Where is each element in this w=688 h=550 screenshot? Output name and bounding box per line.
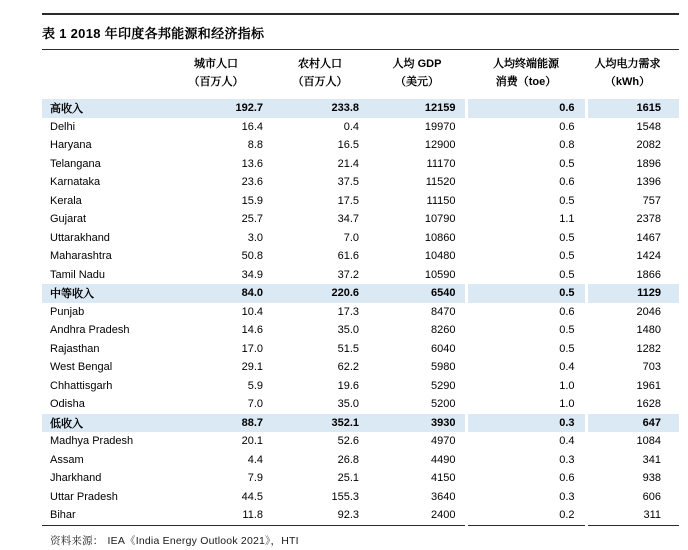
row-label: West Bengal	[50, 361, 113, 374]
cell-value: 88.7	[160, 414, 272, 433]
row-label: 高收入	[42, 99, 160, 118]
cell-value: 26.8	[337, 453, 359, 466]
header-cell-empty	[42, 50, 160, 100]
row-label: Kerala	[50, 194, 82, 207]
header-cell-urban-population: 城市人口 （百万人）	[188, 58, 244, 88]
row-label: Gujarat	[50, 213, 87, 226]
state-row	[42, 340, 679, 359]
cell-value: 1424	[586, 247, 679, 266]
cell-value: 11520	[425, 176, 456, 189]
cell-value: 37.5	[337, 176, 359, 189]
cell-value: 0.3	[466, 451, 586, 470]
cell-value: 5200	[431, 398, 456, 411]
cell-value: 1396	[586, 173, 679, 192]
state-row	[42, 488, 679, 507]
cell-value: 8.8	[247, 139, 263, 152]
state-row	[42, 192, 679, 211]
row-label: Tamil Nadu	[50, 268, 106, 281]
row-label: Uttarakhand	[50, 231, 110, 244]
cell-value: 2082	[586, 136, 679, 155]
cell-value: 938	[586, 469, 679, 488]
cell-value: 0.6	[466, 99, 586, 118]
cell-value: 5980	[431, 361, 456, 374]
cell-value: 37.2	[337, 268, 359, 281]
cell-value: 15.9	[241, 194, 263, 207]
table-title: 表 1 2018 年印度各邦能源和经济指标	[42, 26, 265, 41]
cell-value: 35.0	[337, 324, 359, 337]
row-label: Delhi	[50, 120, 76, 133]
source-note	[42, 526, 679, 548]
cell-value: 34.9	[241, 268, 263, 281]
cell-value: 19970	[424, 120, 456, 133]
row-label: Punjab	[50, 305, 85, 318]
row-label: Jharkhand	[50, 472, 102, 485]
state-row	[42, 451, 679, 470]
cell-value: 0.5	[466, 266, 586, 285]
cell-value: 6040	[431, 342, 456, 355]
cell-value: 0.5	[466, 321, 586, 340]
cell-value: 5290	[431, 379, 456, 392]
cell-value: 233.8	[272, 99, 368, 118]
cell-value: 52.6	[337, 435, 359, 448]
row-label: Haryana	[50, 139, 92, 152]
row-label: Andhra Pradesh	[50, 324, 130, 337]
cell-value: 155.3	[331, 490, 359, 503]
data-table	[42, 49, 679, 526]
cell-value: 4970	[431, 435, 456, 448]
cell-value: 4150	[431, 472, 456, 485]
cell-value: 25.1	[337, 472, 359, 485]
cell-value: 34.7	[337, 213, 359, 226]
cell-value: 6540	[368, 284, 466, 303]
cell-value: 25.7	[241, 213, 263, 226]
cell-value: 4490	[431, 453, 456, 466]
state-row	[42, 432, 679, 451]
cell-value: 0.5	[466, 229, 586, 248]
cell-value: 1129	[586, 284, 679, 303]
cell-value: 12900	[424, 139, 456, 152]
cell-value: 10590	[424, 268, 456, 281]
cell-value: 92.3	[337, 509, 359, 522]
cell-value: 19.6	[337, 379, 359, 392]
state-row	[42, 395, 679, 414]
cell-value: 1.0	[466, 377, 586, 396]
row-label: Maharashtra	[50, 250, 112, 263]
cell-value: 1.1	[466, 210, 586, 229]
cell-value: 35.0	[337, 398, 359, 411]
cell-value: 0.6	[466, 118, 586, 137]
cell-value: 50.8	[241, 250, 263, 263]
cell-value: 17.5	[337, 194, 359, 207]
cell-value: 3.0	[247, 231, 263, 244]
row-label: 低收入	[42, 414, 160, 433]
cell-value: 1548	[586, 118, 679, 137]
group-row	[42, 414, 679, 433]
cell-value: 2378	[586, 210, 679, 229]
cell-value: 0.6	[466, 303, 586, 322]
row-label: Madhya Pradesh	[50, 435, 134, 448]
cell-value: 0.5	[466, 192, 586, 211]
cell-value: 44.5	[241, 490, 263, 503]
row-label: Chhattisgarh	[50, 379, 113, 392]
cell-value: 1480	[586, 321, 679, 340]
cell-value: 7.0	[247, 398, 263, 411]
cell-value: 13.6	[241, 157, 263, 170]
cell-value: 4.4	[247, 453, 263, 466]
table-header	[42, 50, 679, 100]
cell-value: 11150	[426, 194, 456, 207]
header-cell-energy-per-capita: 人均终端能源 消费（toe）	[493, 58, 559, 88]
row-label: Telangana	[50, 157, 101, 170]
cell-value: 7.0	[343, 231, 359, 244]
cell-value: 352.1	[272, 414, 368, 433]
cell-value: 7.9	[247, 472, 263, 485]
cell-value: 0.4	[466, 358, 586, 377]
cell-value: 11170	[426, 157, 456, 170]
cell-value: 220.6	[272, 284, 368, 303]
group-row	[42, 284, 679, 303]
cell-value: 1628	[586, 395, 679, 414]
cell-value: 0.5	[466, 247, 586, 266]
cell-value: 3640	[431, 490, 456, 503]
cell-value: 192.7	[160, 99, 272, 118]
cell-value: 1896	[586, 155, 679, 174]
cell-value: 2046	[586, 303, 679, 322]
cell-value: 84.0	[160, 284, 272, 303]
row-label: Karnataka	[50, 176, 101, 189]
cell-value: 17.3	[337, 305, 359, 318]
cell-value: 0.4	[343, 120, 359, 133]
cell-value: 2400	[431, 509, 456, 522]
cell-value: 0.6	[466, 173, 586, 192]
state-row	[42, 210, 679, 229]
state-row	[42, 469, 679, 488]
cell-value: 1467	[586, 229, 679, 248]
header-cell-electricity-per-capita: 人均电力需求 （kWh）	[594, 58, 661, 88]
cell-value: 62.2	[337, 361, 359, 374]
state-row	[42, 266, 679, 285]
cell-value: 703	[586, 358, 679, 377]
cell-value: 61.6	[337, 250, 359, 263]
row-label: Assam	[50, 453, 84, 466]
cell-value: 10860	[424, 231, 456, 244]
cell-value: 16.5	[337, 139, 359, 152]
state-row	[42, 173, 679, 192]
cell-value: 23.6	[241, 176, 263, 189]
source-label: 资料来源：	[50, 534, 104, 547]
cell-value: 0.3	[466, 488, 586, 507]
row-label: 中等收入	[42, 284, 160, 303]
cell-value: 1866	[586, 266, 679, 285]
cell-value: 5.9	[247, 379, 263, 392]
cell-value: 0.3	[466, 414, 586, 433]
state-row	[42, 358, 679, 377]
cell-value: 0.5	[466, 155, 586, 174]
cell-value: 8470	[431, 305, 456, 318]
cell-value: 21.4	[337, 157, 359, 170]
header-cell-gdp-per-capita: 人均 GDP （美元）	[392, 58, 442, 88]
state-row	[42, 506, 679, 525]
row-label: Odisha	[50, 398, 85, 411]
cell-value: 29.1	[241, 361, 263, 374]
header-cell-rural-population: 农村人口 （百万人）	[292, 58, 348, 88]
state-row	[42, 321, 679, 340]
cell-value: 0.4	[466, 432, 586, 451]
cell-value: 1.0	[466, 395, 586, 414]
cell-value: 341	[586, 451, 679, 470]
cell-value: 0.6	[466, 469, 586, 488]
cell-value: 12159	[368, 99, 466, 118]
state-row	[42, 247, 679, 266]
state-row	[42, 229, 679, 248]
table-content	[42, 13, 679, 548]
cell-value: 51.5	[337, 342, 359, 355]
cell-value: 757	[586, 192, 679, 211]
row-label: Uttar Pradesh	[50, 490, 118, 503]
cell-value: 0.5	[466, 284, 586, 303]
cell-value: 0.2	[466, 506, 586, 525]
source-text: IEA《India Energy Outlook 2021》，HTI	[107, 534, 299, 547]
state-row	[42, 303, 679, 322]
state-row	[42, 155, 679, 174]
row-label: Bihar	[50, 509, 76, 522]
cell-value: 1282	[586, 340, 679, 359]
cell-value: 3930	[368, 414, 466, 433]
cell-value: 20.1	[241, 435, 263, 448]
state-row	[42, 136, 679, 155]
table-body	[42, 99, 679, 525]
cell-value: 1961	[586, 377, 679, 396]
cell-value: 16.4	[241, 120, 263, 133]
cell-value: 606	[586, 488, 679, 507]
header-row	[42, 50, 679, 100]
cell-value: 10.4	[241, 305, 263, 318]
cell-value: 10480	[424, 250, 456, 263]
group-row	[42, 99, 679, 118]
state-row	[42, 377, 679, 396]
cell-value: 647	[586, 414, 679, 433]
cell-value: 11.8	[242, 509, 263, 522]
cell-value: 0.5	[466, 340, 586, 359]
row-label: Rajasthan	[50, 342, 100, 355]
cell-value: 1615	[586, 99, 679, 118]
cell-value: 0.8	[466, 136, 586, 155]
cell-value: 17.0	[241, 342, 263, 355]
state-row	[42, 118, 679, 137]
cell-value: 1084	[586, 432, 679, 451]
cell-value: 311	[586, 506, 679, 525]
cell-value: 10790	[424, 213, 456, 226]
cell-value: 8260	[431, 324, 456, 337]
cell-value: 14.6	[241, 324, 263, 337]
